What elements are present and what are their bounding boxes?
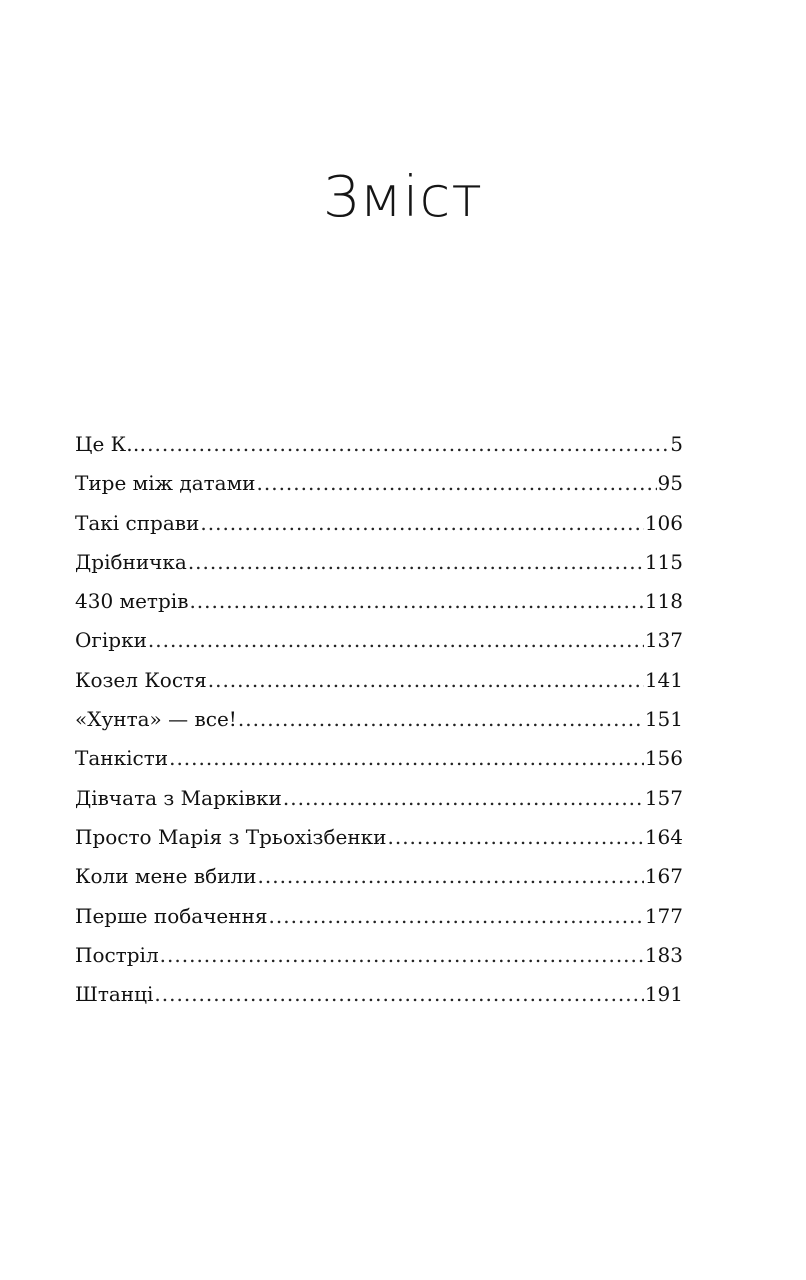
toc-entry-title: Тире між датами [75, 471, 256, 496]
toc-entry-title: Штанці [75, 982, 154, 1007]
toc-entry [75, 621, 683, 660]
toc-entry [75, 897, 683, 936]
toc-leader-dots [208, 661, 644, 700]
toc-leader-dots [238, 700, 644, 739]
toc-leader-dots [258, 857, 644, 896]
toc-entry-title: Перше побачення [75, 903, 268, 928]
toc-entry [75, 700, 683, 739]
toc-leader-dots [189, 582, 643, 621]
toc-entry-title: Постріл [75, 942, 159, 967]
toc-entry [75, 543, 683, 582]
toc-leader-dots [147, 425, 669, 464]
toc-entry [75, 739, 683, 778]
toc-entry-page: 191 [644, 982, 683, 1007]
toc-leader-dots [269, 897, 644, 936]
toc-entry-page: 157 [644, 785, 683, 810]
toc-entry [75, 464, 683, 503]
toc-leader-dots [148, 621, 644, 660]
toc-entry [75, 661, 683, 700]
toc-entry-title: Коли мене вбили [75, 864, 257, 889]
page-title: Зміст [323, 165, 483, 230]
toc-leader-dots [154, 975, 643, 1014]
toc-entry-page: 183 [644, 942, 683, 967]
toc-entry [75, 425, 683, 464]
toc-entry [75, 504, 683, 543]
toc-entry-page: 106 [644, 510, 683, 535]
toc-entry-title: Дрібничка [75, 549, 187, 574]
toc-entry-page: 141 [644, 667, 683, 692]
toc-entry [75, 818, 683, 857]
toc-entry-title: «Хунта» — все! [75, 707, 237, 732]
toc-leader-dots [200, 504, 643, 543]
toc-entry-title: Такі справи [75, 510, 200, 535]
toc-entry [75, 975, 683, 1014]
toc-entry-page: 95 [657, 471, 683, 496]
toc-leader-dots [283, 779, 644, 818]
toc-entry [75, 582, 683, 621]
toc-entry-title: Це К… [75, 432, 147, 456]
toc-entry [75, 936, 683, 975]
toc-entry [75, 779, 683, 818]
toc-entry-page: 156 [644, 746, 683, 771]
toc-entry-page: 151 [644, 707, 683, 732]
toc-entry-title: Огірки [75, 628, 147, 653]
toc-leader-dots [169, 739, 644, 778]
toc-leader-dots [257, 464, 657, 503]
toc-entry-page: 164 [644, 824, 683, 849]
toc-entry-page: 115 [644, 549, 683, 574]
toc-entry-page: 137 [644, 628, 683, 653]
toc-entry-title: Просто Марія з Трьохізбенки [75, 824, 387, 849]
toc-leader-dots [160, 936, 644, 975]
toc-entry [75, 857, 683, 896]
toc-entry-title: Танкісти [75, 746, 169, 771]
toc-entry-page: 167 [644, 864, 683, 889]
table-of-contents [75, 425, 683, 1014]
toc-entry-title: 430 метрів [75, 589, 189, 614]
toc-leader-dots [188, 543, 644, 582]
toc-entry-title: Дівчата з Марківки [75, 785, 282, 810]
toc-entry-page: 118 [644, 589, 683, 614]
toc-entry-page: 5 [670, 432, 683, 456]
toc-leader-dots [387, 818, 643, 857]
toc-entry-page: 177 [644, 903, 683, 928]
toc-entry-title: Козел Костя [75, 667, 207, 692]
